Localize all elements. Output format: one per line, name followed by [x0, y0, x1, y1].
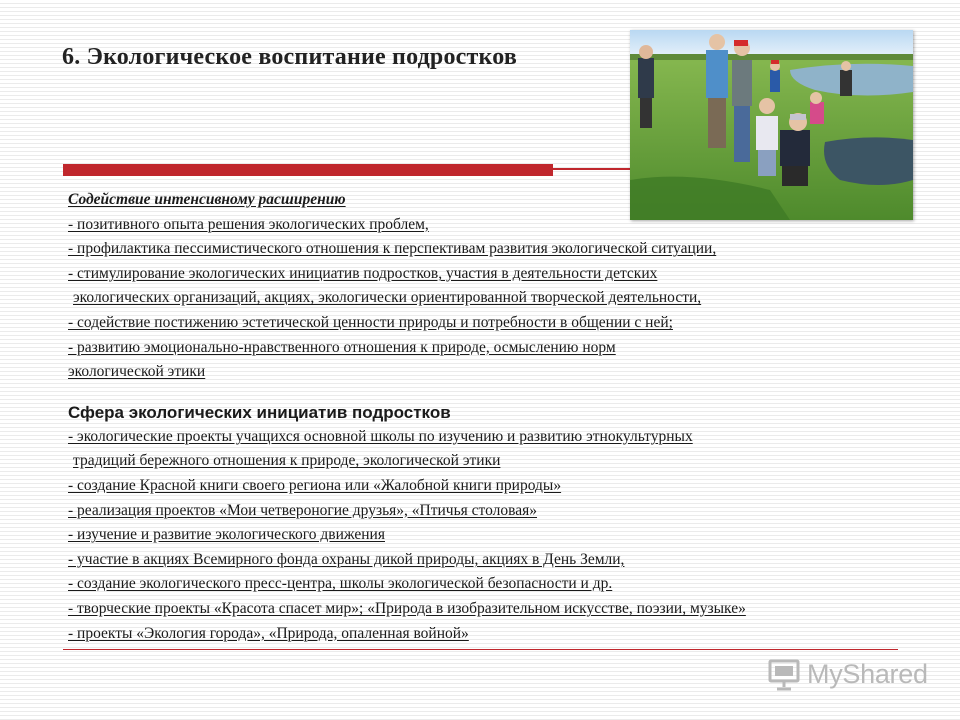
section2-line: - создание экологического пресс-центра, школы экологической безопасности и др. [68, 575, 613, 593]
section1-line: экологической этики [68, 363, 206, 381]
watermark-text: MyShared [807, 658, 928, 689]
section1-heading: Содействие интенсивному расширению [68, 191, 346, 208]
section2-line: - создание Красной книги своего региона или «Жалобной книги природы» [68, 476, 562, 494]
section2-line: - экологические проекты учащихся основной школы по изучению и развитию этнокультурных [68, 427, 693, 445]
section1-line: - содействие постижению эстетической ценности природы и потребности в общении с ней; [68, 313, 673, 331]
section2-line: традиций бережного отношения к природе, экологической этики [73, 452, 501, 470]
myshared-logo [767, 656, 928, 692]
accent-bar [63, 164, 553, 176]
section2-line: - проекты «Экология города», «Природа, опаленная войной» [68, 624, 469, 642]
section1-line: - стимулирование экологических инициатив подростков, участия в деятельности детских [68, 264, 658, 282]
bottom-divider [63, 649, 898, 650]
section1-line: - профилактика пессимистического отношения к перспективам развития экологической ситуации, [68, 240, 717, 258]
section1-line: - позитивного опыта решения экологических проблем, [68, 215, 429, 233]
section2-line: - реализация проектов «Мои четвероногие друзья», «Птичья столовая» [68, 501, 538, 519]
slide-title: 6. Экологическое воспитание подростков [62, 44, 517, 70]
section1-line: экологических организаций, акциях, экологически ориентированной творческой деятельности, [73, 289, 702, 307]
section2-line: - участие в акциях Всемирного фонда охраны дикой природы, акциях в День Земли, [68, 550, 625, 568]
section1-line: - развитию эмоционально-нравственного отношения к природе, осмыслению норм [68, 338, 616, 356]
accent-line [553, 168, 633, 170]
slide-content [68, 188, 908, 646]
section2-line: - творческие проекты «Красота спасет мир»; «Природа в изобразительном искусстве, поэзии, музыке» [68, 599, 746, 617]
section2-heading: Сфера экологических инициатив подростков [68, 402, 451, 422]
section2-line: - изучение и развитие экологического движения [68, 526, 385, 544]
presentation-board-icon [767, 657, 801, 691]
